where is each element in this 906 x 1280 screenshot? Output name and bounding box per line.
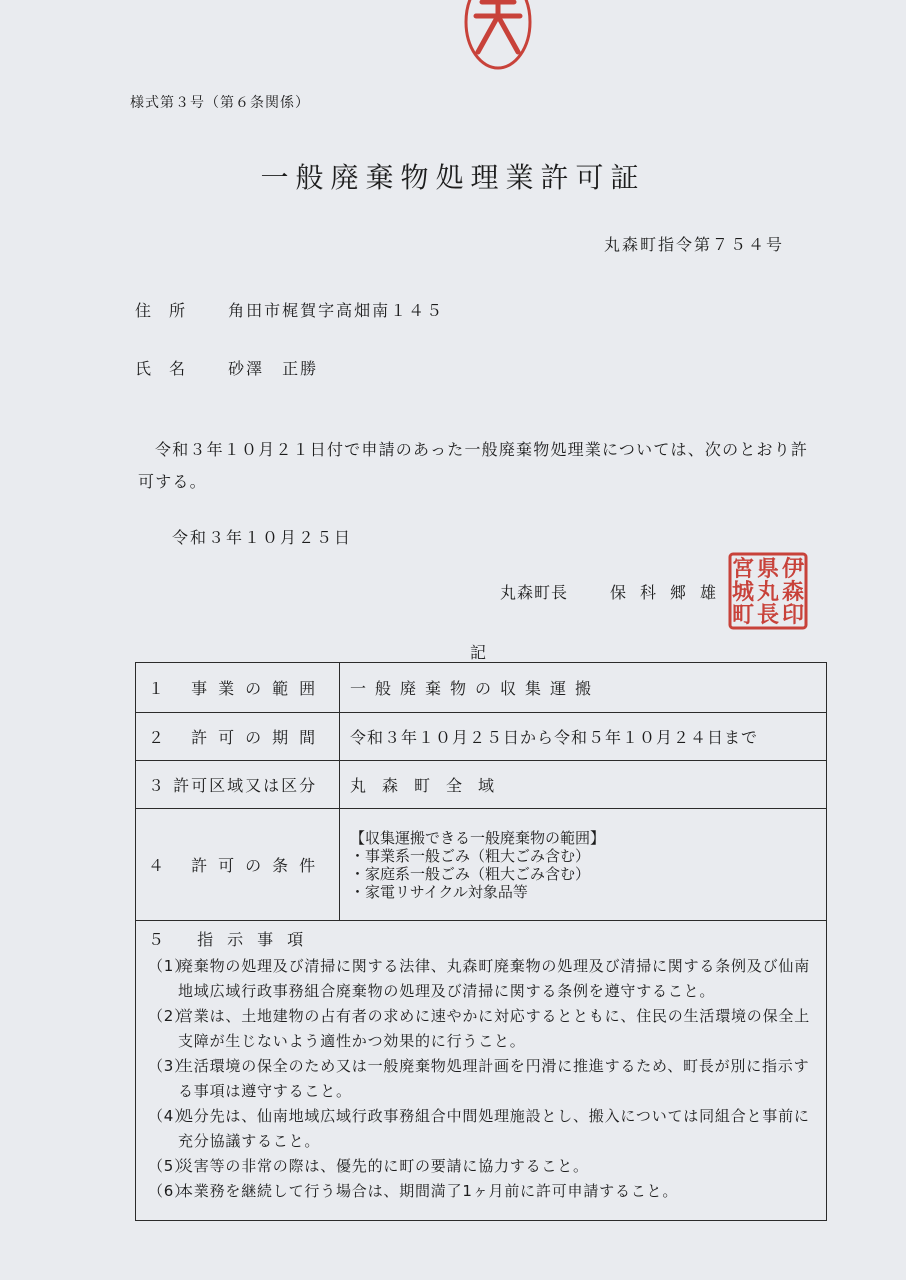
item-text: 生活環境の保全のため又は一般廃棄物処理計画を円滑に推進するため、町長が別に指示する事項は遵守すること。 <box>178 1057 810 1100</box>
permit-table <box>135 662 827 1221</box>
instructions-heading: ５ 指示事項 <box>148 930 318 949</box>
item-number: （6） <box>148 1182 190 1200</box>
row-label: ４ 許可の条件 <box>136 809 340 920</box>
permit-statement: 令和３年１０月２１日付で申請のあった一般廃棄物処理業については、次のとおり許可する。 <box>138 440 809 491</box>
svg-text:丸: 丸 <box>756 580 780 605</box>
table-row <box>136 761 826 809</box>
mayor-seal-icon <box>728 552 808 630</box>
table-row <box>136 663 826 713</box>
list-item <box>148 1179 812 1204</box>
svg-text:印: 印 <box>781 603 805 628</box>
condition-line: ・事業系一般ごみ（粗大ごみ含む） <box>350 846 591 865</box>
row-value: 一般廃棄物の収集運搬 <box>350 679 601 698</box>
item-text: 災害等の非常の際は、優先的に町の要請に協力すること。 <box>178 1157 589 1175</box>
svg-text:町: 町 <box>731 603 755 628</box>
row-value: 丸森町全域 <box>350 776 511 795</box>
conditions-list <box>350 829 605 901</box>
name-field <box>135 356 318 379</box>
list-item <box>148 1104 812 1154</box>
row-label: １ 事業の範囲 <box>136 663 340 712</box>
svg-text:長: 長 <box>756 603 780 628</box>
name-label: 氏名 <box>135 359 204 378</box>
item-number: （4） <box>148 1107 190 1125</box>
svg-text:森: 森 <box>781 580 805 605</box>
list-item <box>148 1004 812 1054</box>
item-number: （3） <box>148 1057 190 1075</box>
svg-text:伊: 伊 <box>781 557 805 582</box>
list-item <box>148 1054 812 1104</box>
list-item <box>148 1154 812 1179</box>
item-number: （5） <box>148 1157 190 1175</box>
row-label: ３ 許可区域又は区分 <box>136 761 340 808</box>
address-value: 角田市梶賀字高畑南１４５ <box>228 301 445 320</box>
instructions-section <box>136 921 826 1220</box>
page-title: 一般廃棄物処理業許可証 <box>260 161 646 194</box>
list-item <box>148 954 812 1004</box>
svg-text:県: 県 <box>756 557 780 582</box>
row-value <box>340 809 826 920</box>
item-text: 本業務を継続して行う場合は、期間満了1ヶ月前に許可申請すること。 <box>178 1182 679 1200</box>
address-label: 住所 <box>135 301 204 320</box>
item-number: （2） <box>148 1007 190 1025</box>
condition-line: ・家電リサイクル対象品等 <box>350 882 528 901</box>
svg-text:宮: 宮 <box>731 557 755 582</box>
item-text: 営業は、土地建物の占有者の求めに速やかに対応するとともに、住民の生活環境の保全上支障が生じないよう適性かつ効果的に行うこと。 <box>178 1007 811 1050</box>
name-value: 砂澤 正勝 <box>228 359 319 378</box>
top-seal-icon <box>462 0 534 74</box>
mayor-title: 丸森町長 <box>500 583 569 602</box>
item-text: 廃棄物の処理及び清掃に関する法律、丸森町廃棄物の処理及び清掃に関する条例及び仙南地域広域行政事務組合廃棄物の処理及び清掃に関する条例を遵守すること。 <box>178 957 811 1000</box>
issue-date: 令和３年１０月２５日 <box>172 528 353 547</box>
condition-line: 【収集運搬できる一般廃棄物の範囲】 <box>350 828 606 847</box>
ki-heading: 記 <box>470 643 487 662</box>
item-text: 処分先は、仙南地域広域行政事務組合中間処理施設とし、搬入については同組合と事前に充分協議すること。 <box>178 1107 810 1150</box>
table-row <box>136 713 826 761</box>
form-number: 様式第３号（第６条関係） <box>130 95 310 111</box>
item-number: （1） <box>148 957 190 975</box>
row-label: ２ 許可の期間 <box>136 713 340 760</box>
table-row <box>136 809 826 921</box>
row-value: 令和３年１０月２５日から令和５年１０月２４日まで <box>350 728 759 747</box>
address-field <box>135 298 444 321</box>
condition-line: ・家庭系一般ごみ（粗大ごみ含む） <box>350 864 591 883</box>
document-number: 丸森町指令第７５４号 <box>603 235 784 254</box>
mayor-name: 保科郷雄 <box>610 583 731 602</box>
svg-text:城: 城 <box>731 580 755 605</box>
